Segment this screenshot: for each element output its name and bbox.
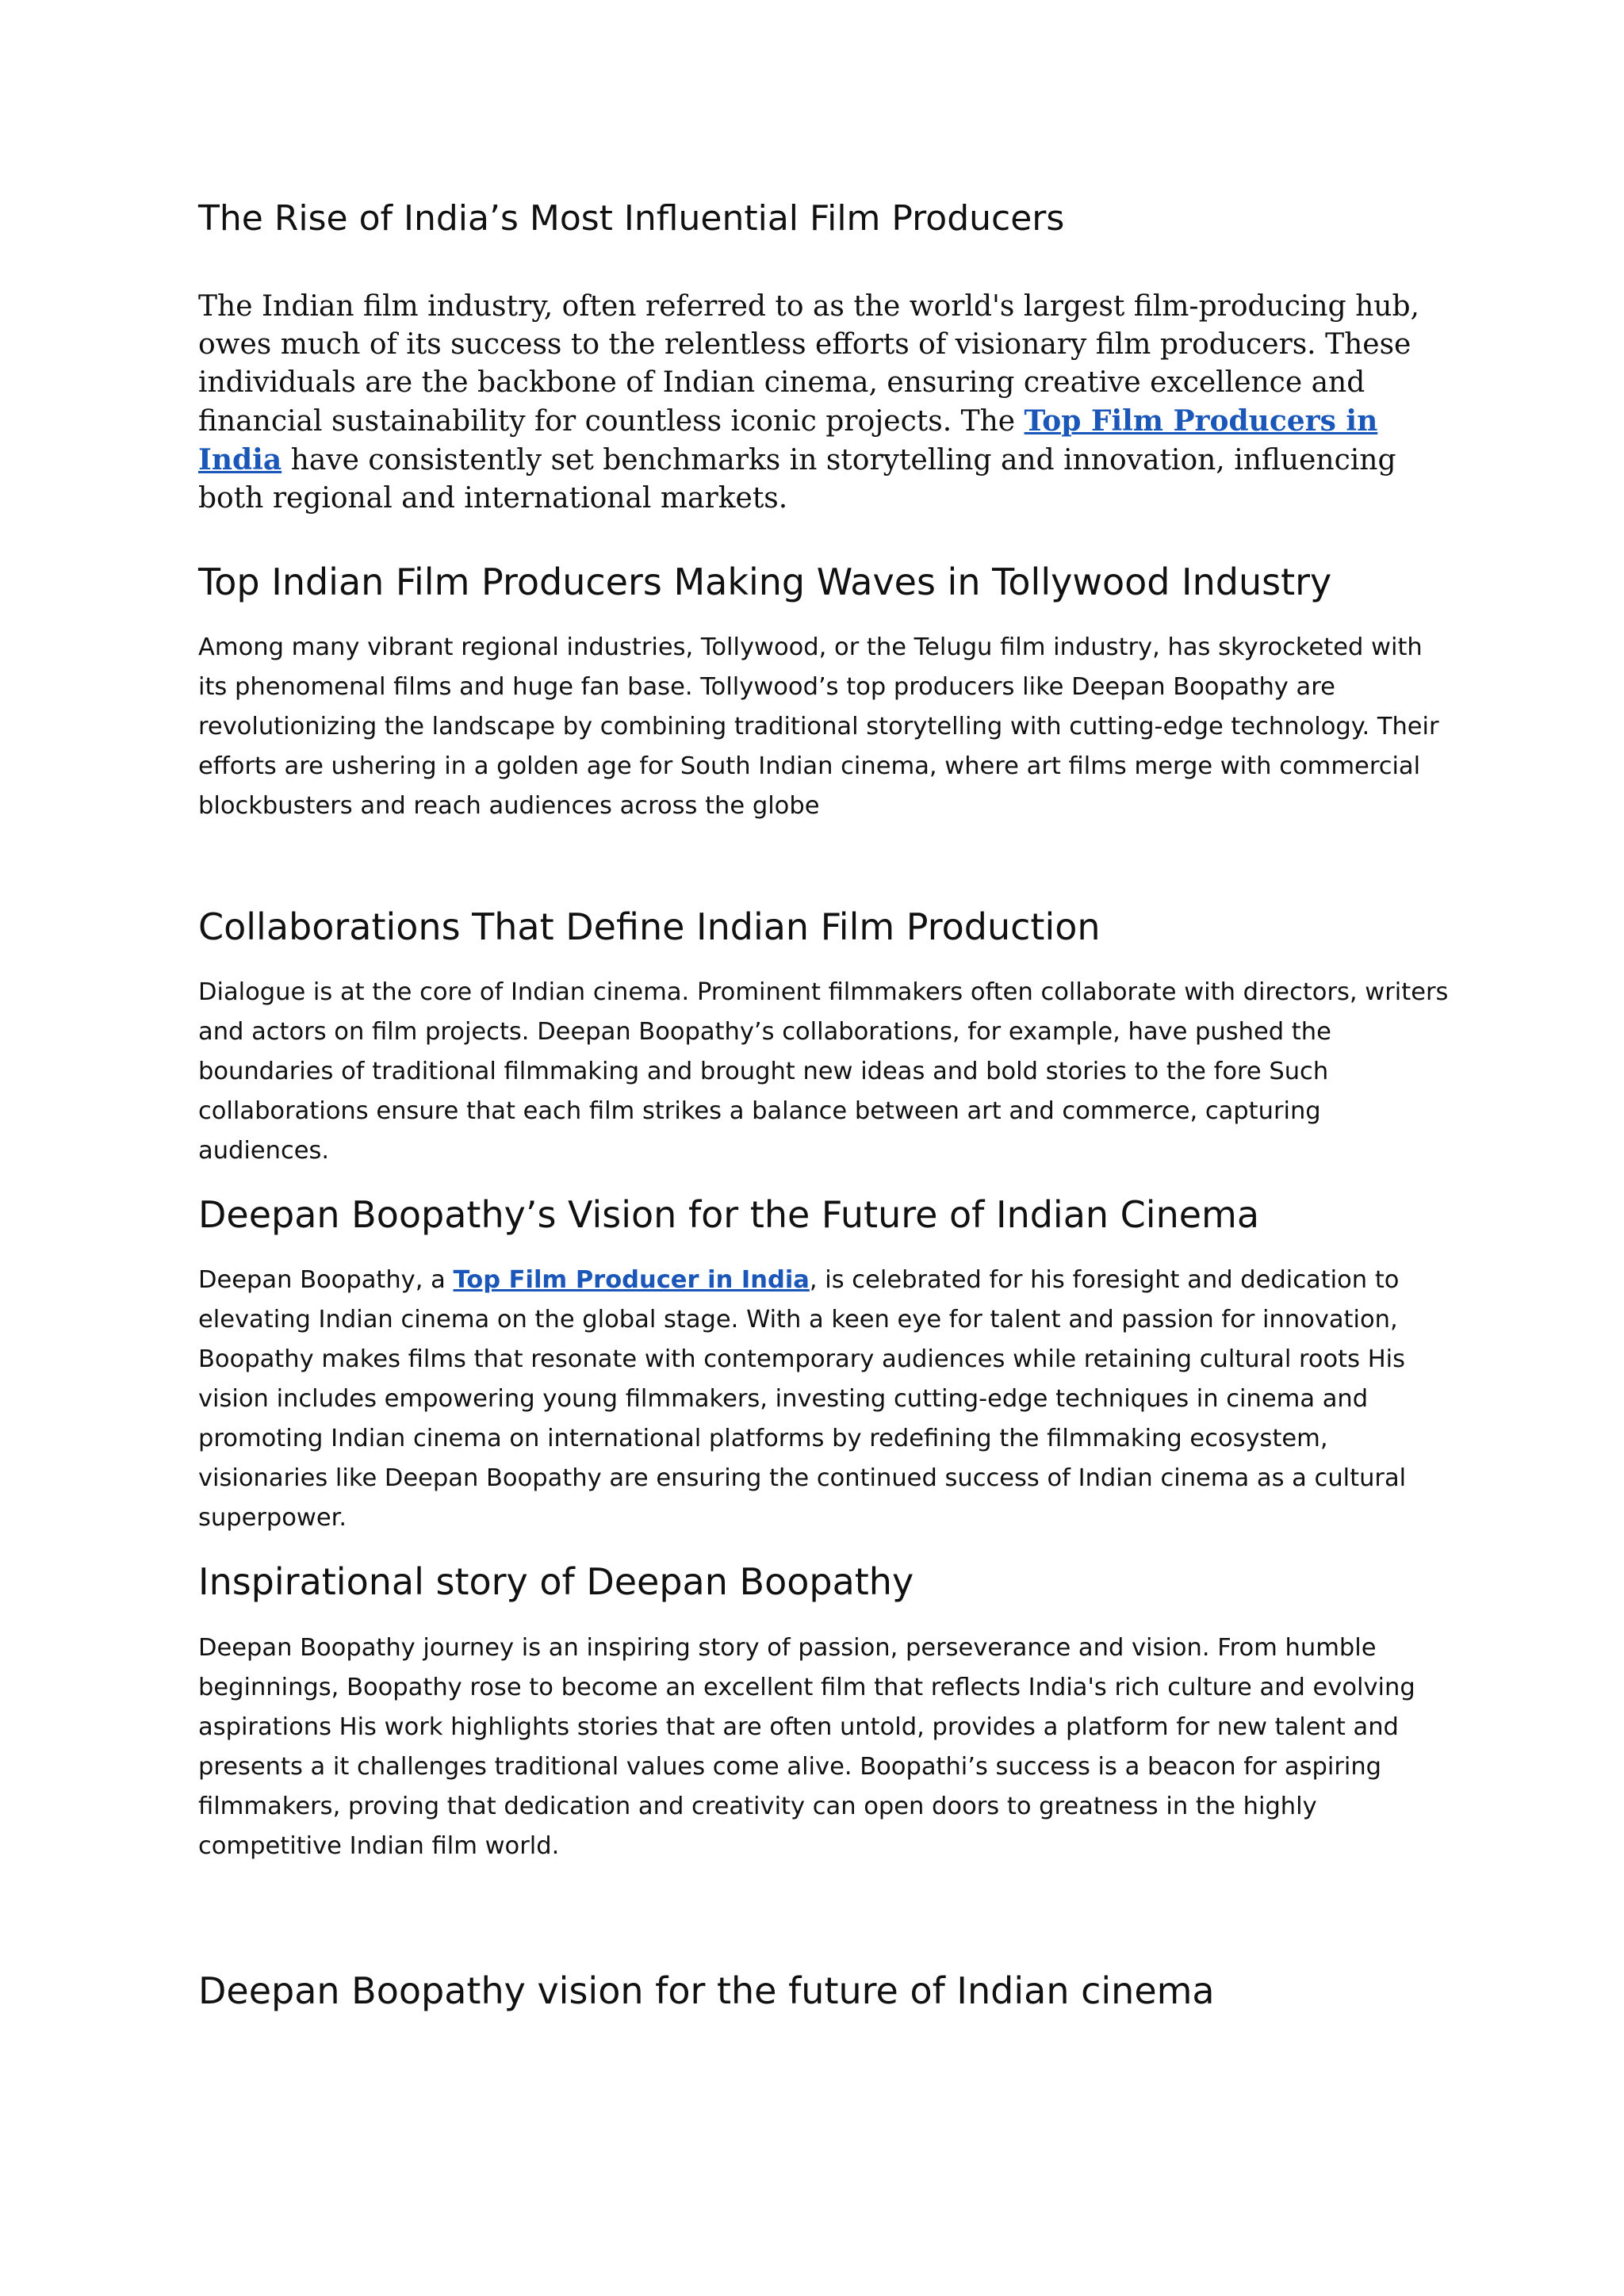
vision-paragraph xyxy=(198,1261,1451,1538)
collaborations-heading: Collaborations That Define Indian Film Production xyxy=(198,905,1101,948)
intro-text-before: The Indian film industry, often referred to as the world's largest film-producing hub, owes much of its success to the relentless efforts of visionary film producers. These individuals are the backbone of Indian cinema, ensuring creative excellence and financial sustainability for countless iconic projects. The xyxy=(198,289,1419,438)
inspirational-heading: Inspirational story of Deepan Boopathy xyxy=(198,1560,914,1604)
vision-text-before: Deepan Boopathy, a xyxy=(198,1266,454,1295)
inspirational-paragraph: Deepan Boopathy journey is an inspiring story of passion, perseverance and vision. From humble beginnings, Boopathy rose to become an excellent film that reflects India's rich culture and evolving aspirations His work highlights stories that are often untold, provides a platform for new talent and presents a it challenges traditional values come alive. Boopathi’s success is a beacon for aspiring filmmakers, proving that dedication and creativity can open doors to greatness in the highly competitive Indian film world. xyxy=(198,1633,1415,1860)
intro-paragraph xyxy=(198,288,1451,518)
collaborations-paragraph: Dialogue is at the core of Indian cinema. Prominent filmmakers often collaborate with directors, writers and actors on film projects. Deepan Boopathy’s collaborations, for example, have pushed the boundaries of traditional filmmaking and brought new ideas and bold stories to the fore Such collaborations ensure that each film strikes a balance between art and commerce, capturing audiences. xyxy=(198,978,1449,1165)
vision-heading: Deepan Boopathy’s Vision for the Future of Indian Cinema xyxy=(198,1193,1260,1237)
future-vision-heading: Deepan Boopathy vision for the future of Indian cinema xyxy=(198,1969,1215,2012)
vision-text-after: , is celebrated for his foresight and dedication to elevating Indian cinema on the global stage. With a keen eye for talent and passion for innovation, Boopathy makes films that resonate with contemporary audiences while retaining cultural roots His vision includes empowering young filmmakers, investing cutting-edge techniques in cinema and promoting Indian cinema on international platforms by redefining the filmmaking ecosystem, visionaries like Deepan Boopathy are ensuring the continued success of Indian cinema as a cultural superpower. xyxy=(198,1266,1407,1533)
document-page xyxy=(198,198,1451,2037)
tollywood-heading: Top Indian Film Producers Making Waves in Tollywood Industry xyxy=(198,560,1332,603)
intro-text-after: have consistently set benchmarks in storytelling and innovation, influencing both regional and international markets. xyxy=(198,443,1396,515)
top-film-producers-link[interactable]: Top Film Producers in India xyxy=(198,404,1378,476)
page-title: The Rise of India’s Most Influential Film Producers xyxy=(198,198,1065,239)
tollywood-paragraph: Among many vibrant regional industries, Tollywood, or the Telugu film industry, has skyrocketed with its phenomenal films and huge fan base. Tollywood’s top producers like Deepan Boopathy are revolutionizing the landscape by combining traditional storytelling with cutting-edge technology. Their efforts are ushering in a golden age for South Indian cinema, where art films merge with commercial blockbusters and reach audiences across the globe xyxy=(198,633,1439,820)
top-film-producer-link[interactable]: Top Film Producer in India xyxy=(453,1266,810,1295)
